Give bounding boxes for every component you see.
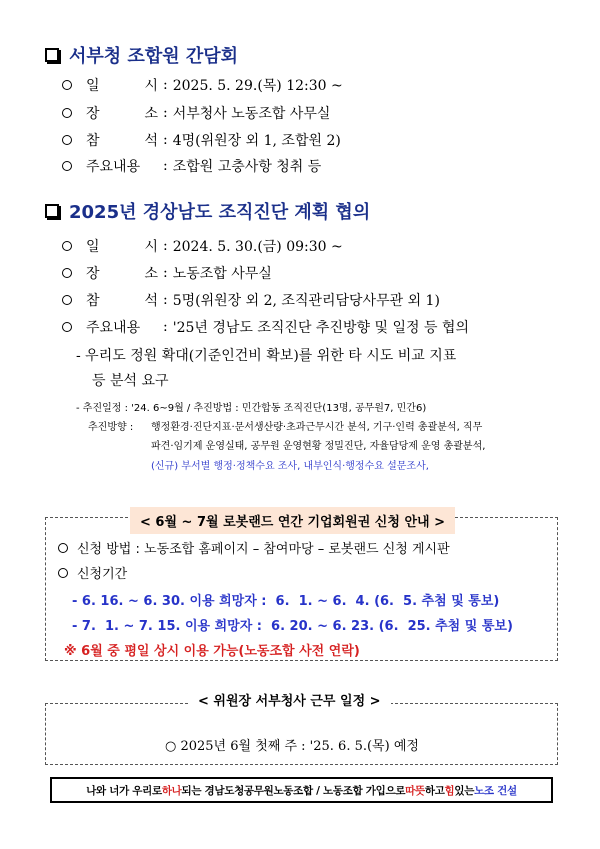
schedule-line: - 추진일정 : '24. 6~9월 / 추진방법 : 민간합동 조직진단(13명, 공무원7, 민간6) — [76, 403, 427, 414]
method-label: 추진방향 : — [88, 422, 134, 433]
list-item: 장 소 : 노동조합 사무실 — [62, 263, 272, 283]
circle-bullet-icon — [62, 80, 72, 90]
circle-bullet-icon — [62, 135, 72, 145]
footer-slogan: 나와 너가 우리로 하나 되는 경남도청공무원노동조합 / 노동조합 가입으로 따뜻 하고 힘 있는 노조 건설 — [50, 777, 553, 803]
detail-line: - 우리도 정원 확대(기준인건비 확보)를 위한 타 시도 비교 지표 — [76, 348, 457, 364]
schedule-banner: < 위원장 서부청사 근무 일정 > — [188, 688, 391, 711]
method-line-new: (신규) 부서별 행정·정책수요 조사, 내부인식·행정수요 설문조사, — [151, 461, 429, 472]
notice-banner: < 6월 ~ 7월 로봇랜드 연간 기업회원권 신청 안내 > — [130, 507, 455, 534]
circle-bullet-icon — [58, 568, 68, 578]
schedule-box — [45, 703, 558, 765]
checkbox-square-icon — [45, 48, 59, 62]
section2-title: 2025년 경상남도 조직진단 계획 협의 — [45, 198, 370, 224]
schedule-line: ○ 2025년 6월 첫째 주 : '25. 6. 5.(목) 예정 — [165, 739, 419, 754]
method-line: 행정환경·진단지표·문서생산량·초과근무시간 분석, 기구·인력 총괄분석, 직무 — [151, 422, 483, 433]
notice-period: 신청기간 — [58, 563, 127, 582]
list-item: 주요내용 : 조합원 고충사항 청취 등 — [62, 156, 321, 176]
method-line: 파견·임기제 운영실태, 공무원 운영현황 정밀진단, 자율담당제 운영 총괄분석, — [151, 441, 486, 452]
list-item: 주요내용 : '25년 경남도 조직진단 추진방향 및 일정 등 협의 — [62, 317, 469, 337]
circle-bullet-icon — [58, 543, 68, 553]
circle-bullet-icon — [62, 322, 72, 332]
circle-bullet-icon — [62, 161, 72, 171]
circle-bullet-icon — [62, 241, 72, 251]
list-item: 장 소 : 서부청사 노동조합 사무실 — [62, 103, 330, 123]
detail-line: 등 분석 요구 — [92, 373, 169, 389]
list-item: 참 석 : 5명(위원장 외 2, 조직관리담당사무관 외 1) — [62, 290, 440, 310]
notice-period-1: - 6. 16. ~ 6. 30. 이용 희망자 : 6. 1. ~ 6. 4. (6. 5. 추첨 및 통보) — [72, 594, 500, 609]
section1-title: 서부청 조합원 간담회 — [45, 42, 238, 68]
notice-note: ※ 6월 중 평일 상시 이용 가능(노동조합 사전 연락) — [64, 644, 360, 659]
list-item: 일 시 : 2024. 5. 30.(금) 09:30 ~ — [62, 236, 343, 256]
checkbox-square-icon — [45, 204, 59, 218]
circle-bullet-icon — [62, 108, 72, 118]
notice-method: 신청 방법 : 노동조합 홈페이지 – 참여마당 – 로봇랜드 신청 게시판 — [58, 538, 450, 557]
circle-bullet-icon — [62, 268, 72, 278]
notice-period-2: - 7. 1. ~ 7. 15. 이용 희망자 : 6. 20. ~ 6. 23. (6. 25. 추첨 및 통보) — [72, 619, 513, 634]
list-item: 참 석 : 4명(위원장 외 1, 조합원 2) — [62, 130, 341, 150]
circle-bullet-icon — [62, 295, 72, 305]
list-item: 일 시 : 2025. 5. 29.(목) 12:30 ~ — [62, 75, 343, 95]
